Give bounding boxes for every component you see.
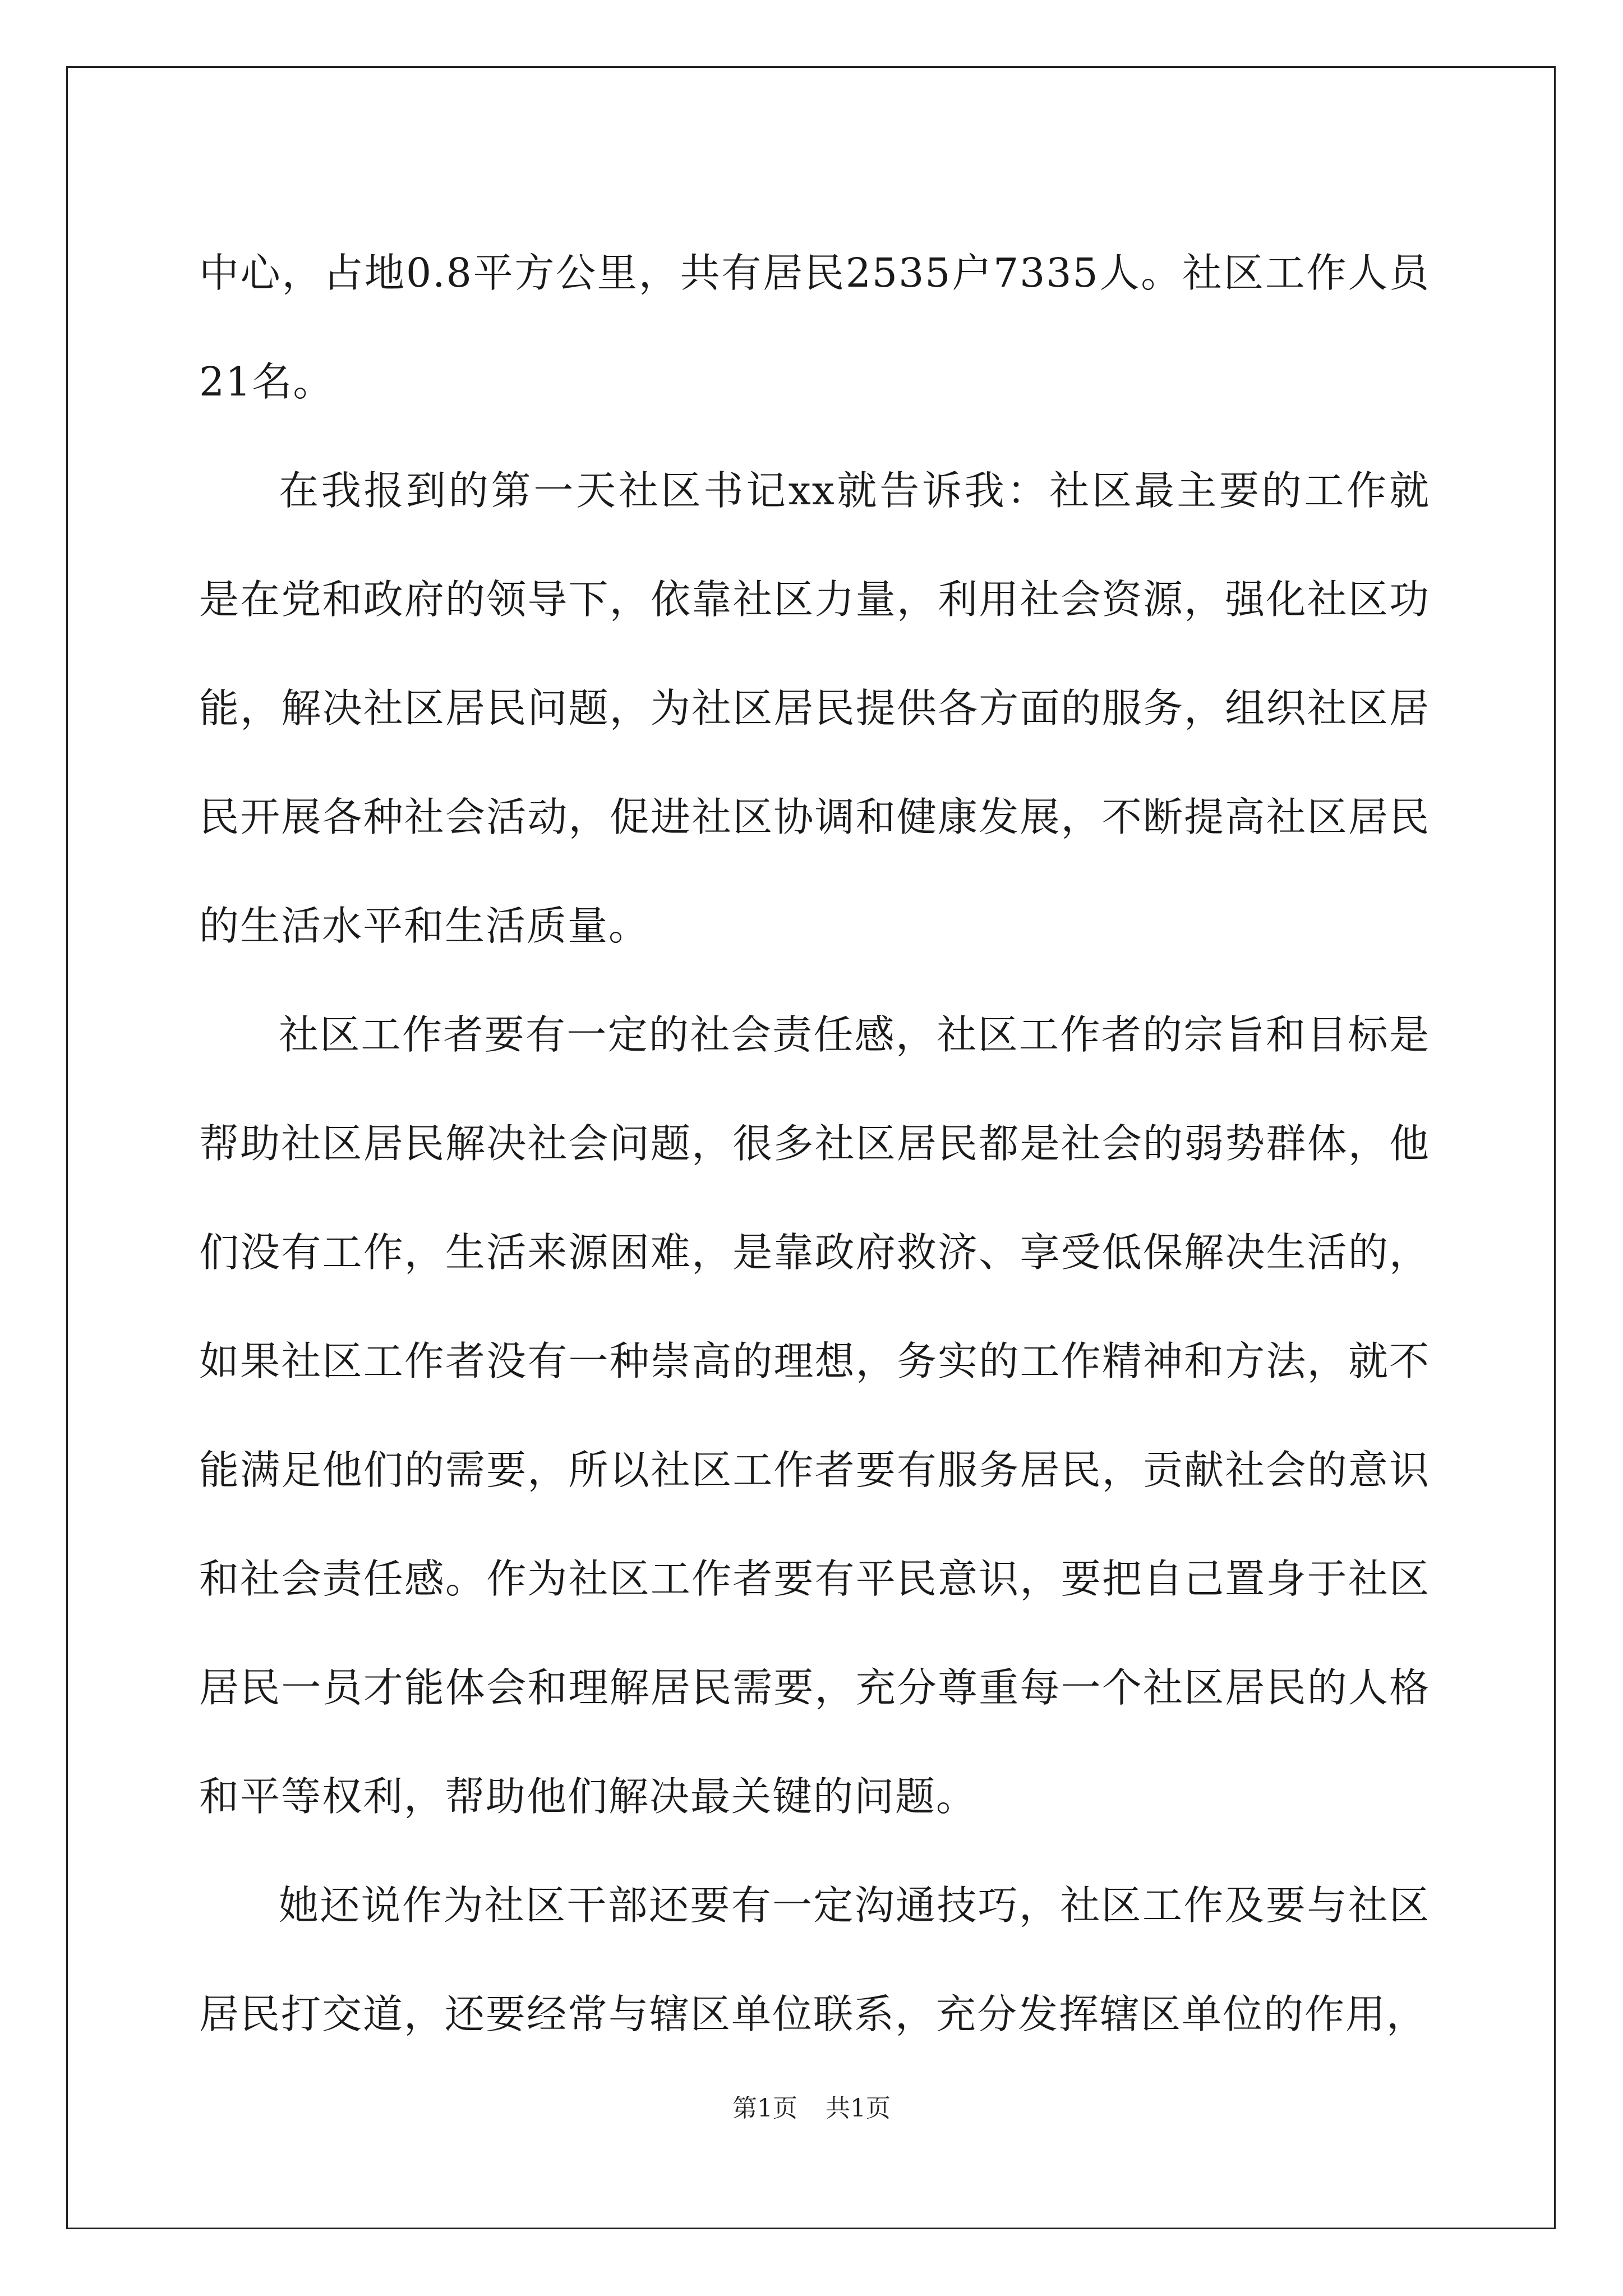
paragraph-secretary-advice: 在我报到的第一天社区书记xx就告诉我：社区最主要的工作就是在党和政府的领导下，依靠社区力量，利用社会资源，强化社区功能，解决社区居民问题，为社区居民提供各方面的服务，组织社区居民开展各种社会活动，促进社区协调和健康发展，不断提高社区居民的生活水平和生活质量。 [199,467,1430,949]
paragraph-communication-skills: 她还说作为社区干部还要有一定沟通技巧，社区工作及要与社区居民打交道，还要经常与辖区单位联系，充分发挥辖区单位的作用， [199,1882,1430,2037]
paragraph-social-responsibility: 社区工作者要有一定的社会责任感，社区工作者的宗旨和目标是帮助社区居民解决社会问题，很多社区居民都是社会的弱势群体，他们没有工作，生活来源困难，是靠政府救济、享受低保解决生活的，如果社区工作者没有一种崇高的理想，务实的工作精神和方法，就不能满足他们的需要，所以社区工作者要有服务居民，贡献社会的意识和社会责任感。作为社区工作者要有平民意识，要把自己置身于社区居民一员才能体会和理解居民需要，充分尊重每一个社区居民的人格和平等权利，帮助他们解决最关键的问题。 [199,1011,1430,1820]
page-total: 共1页 [826,2094,891,2123]
paragraph-continuation: 中心，占地0.8平方公里，共有居民2535户7335人。社区工作人员21名。 [199,250,1430,405]
page-number: 第1页 [732,2094,797,2123]
document-body [199,219,1430,2069]
page-footer [0,2088,1623,2124]
